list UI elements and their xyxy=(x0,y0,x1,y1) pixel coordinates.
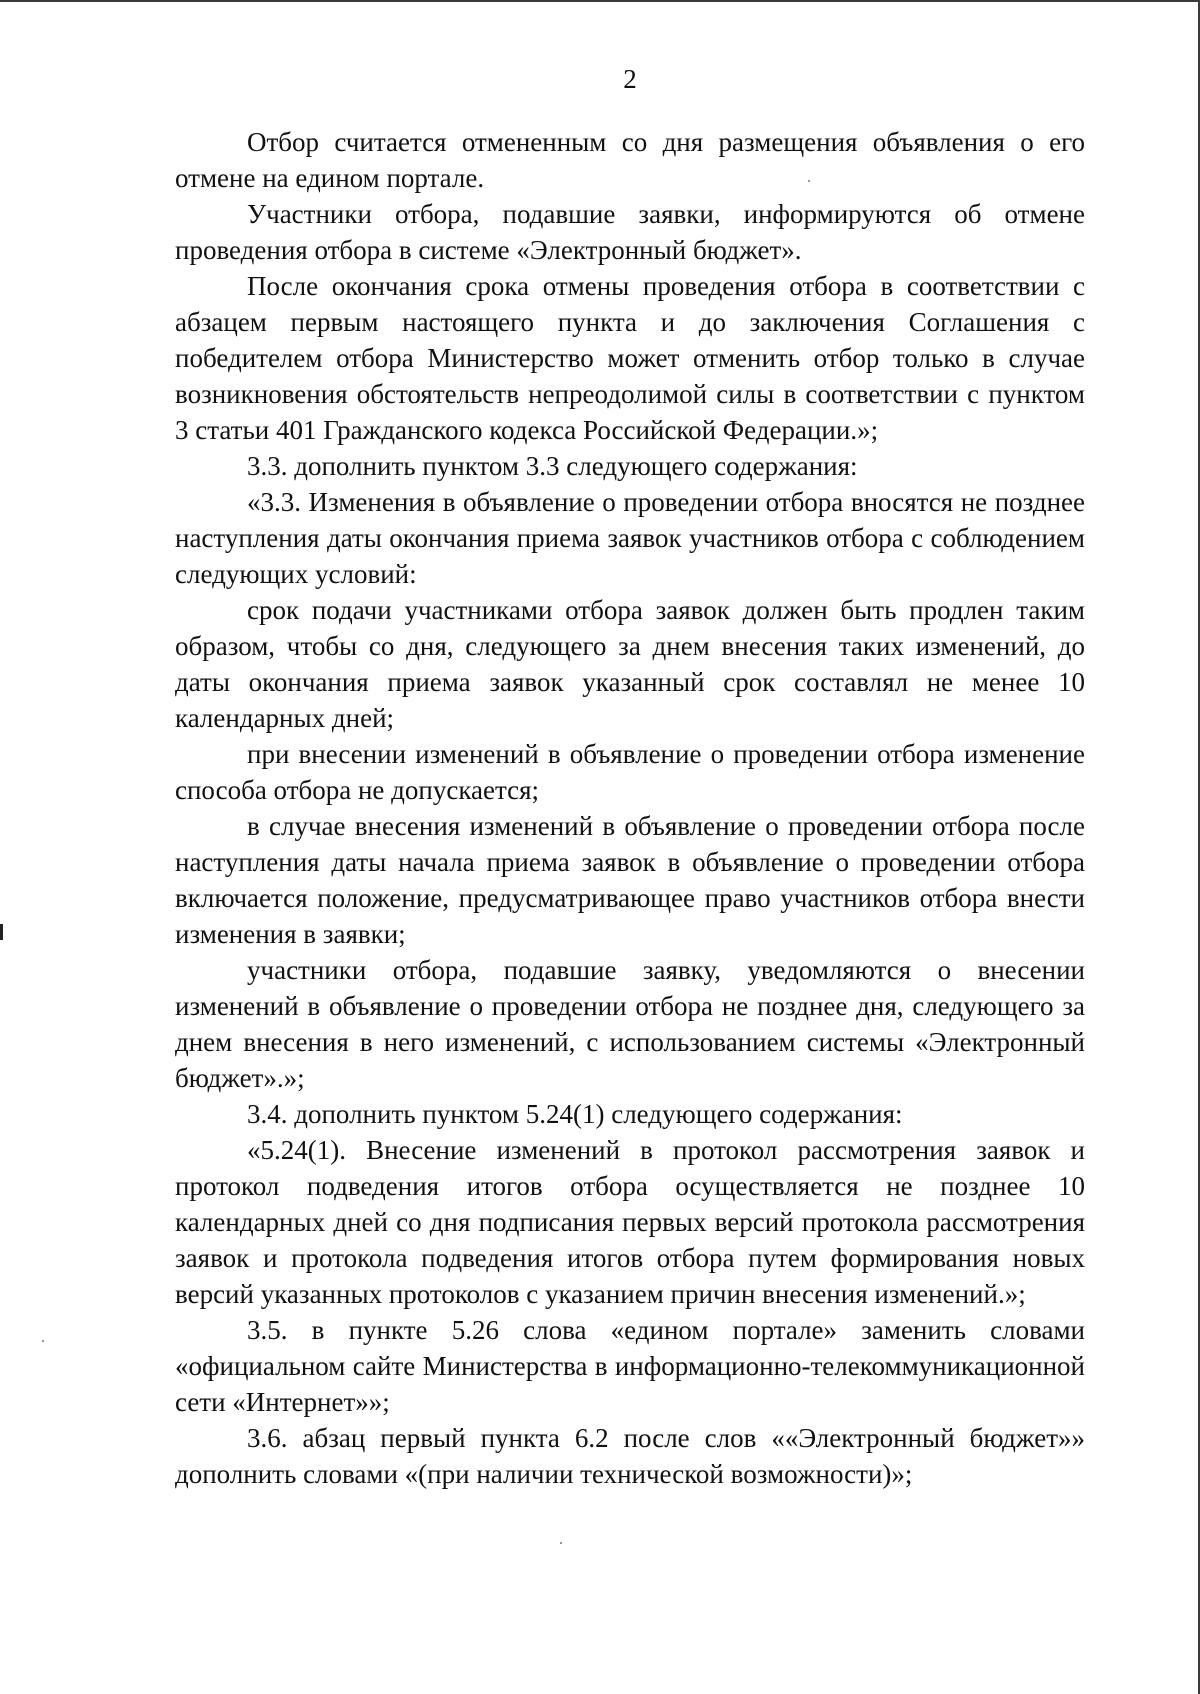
paragraph-item-3-4-intro: 3.4. дополнить пунктом 5.24(1) следующего содержания: xyxy=(247,1099,903,1129)
paragraph-item-3-3: «3.3. Изменения в объявление о проведении отбора вносятся не позднее наступления даты окончания приема заявок участников отбора с соблюдением следующих условий: xyxy=(175,487,1085,589)
scan-speck xyxy=(560,1542,562,1544)
paragraph-submission-term: срок подачи участниками отбора заявок должен быть продлен таким образом, чтобы со дня, следующего за днем внесения таких изменений, до даты окончания приема заявок указанный срок составлял не менее 10 календарных дней; xyxy=(175,595,1085,733)
paragraph-amend-applications: в случае внесения изменений в объявление о проведении отбора после наступления даты начала приема заявок в объявление о проведении отбора включается положение, предусматривающее право участников отбора внести изменения в заявки; xyxy=(175,811,1085,949)
scan-speck xyxy=(808,180,810,182)
paragraph-method-change: при внесении изменений в объявление о проведении отбора изменение способа отбора не допускается; xyxy=(175,739,1085,805)
scan-speck xyxy=(42,1340,44,1342)
page-number: 2 xyxy=(623,64,637,94)
scan-edge-mark xyxy=(0,924,3,940)
paragraph-item-3-3-intro: 3.3. дополнить пунктом 3.3 следующего содержания: xyxy=(247,451,858,481)
paragraph-item-3-6: 3.6. абзац первый пункта 6.2 после слов ««Электронный бюджет»» дополнить словами «(при наличии технической возможности)»; xyxy=(175,1423,1085,1489)
document-body xyxy=(175,124,1085,1492)
paragraph-cancellation: Отбор считается отмененным со дня размещения объявления о его отмене на едином портале. xyxy=(175,127,1085,193)
paragraph-force-majeure: После окончания срока отмены проведения отбора в соответствии с абзацем первым настоящего пункта и до заключения Соглашения с победителем отбора Министерство может отменить отбор только в случае возникновения обстоятельств непреодолимой силы в соответствии с пунктом 3 статьи 401 Гражданского кодекса Российской Федерации.»; xyxy=(175,271,1085,445)
paragraph-notification: участники отбора, подавшие заявку, уведомляются о внесении изменений в объявление о проведении отбора не позднее дня, следующего за днем внесения в него изменений, с использованием системы «Электронный бюджет».»; xyxy=(175,955,1085,1093)
paragraph-participants-informed: Участники отбора, подавшие заявки, информируются об отмене проведения отбора в системе «Электронный бюджет». xyxy=(175,199,1085,265)
paragraph-item-5-24-1: «5.24(1). Внесение изменений в протокол рассмотрения заявок и протокол подведения итогов отбора осуществляется не позднее 10 календарных дней со дня подписания первых версий протокола рассмотрения заявок и протокола подведения итогов отбора путем формирования новых версий указанных протоколов с указанием причин внесения изменений.»; xyxy=(175,1135,1085,1309)
paragraph-item-3-5: 3.5. в пункте 5.26 слова «едином портале» заменить словами «официальном сайте Министерства в информационно-телекоммуникационной сети «Интернет»»; xyxy=(175,1315,1085,1417)
